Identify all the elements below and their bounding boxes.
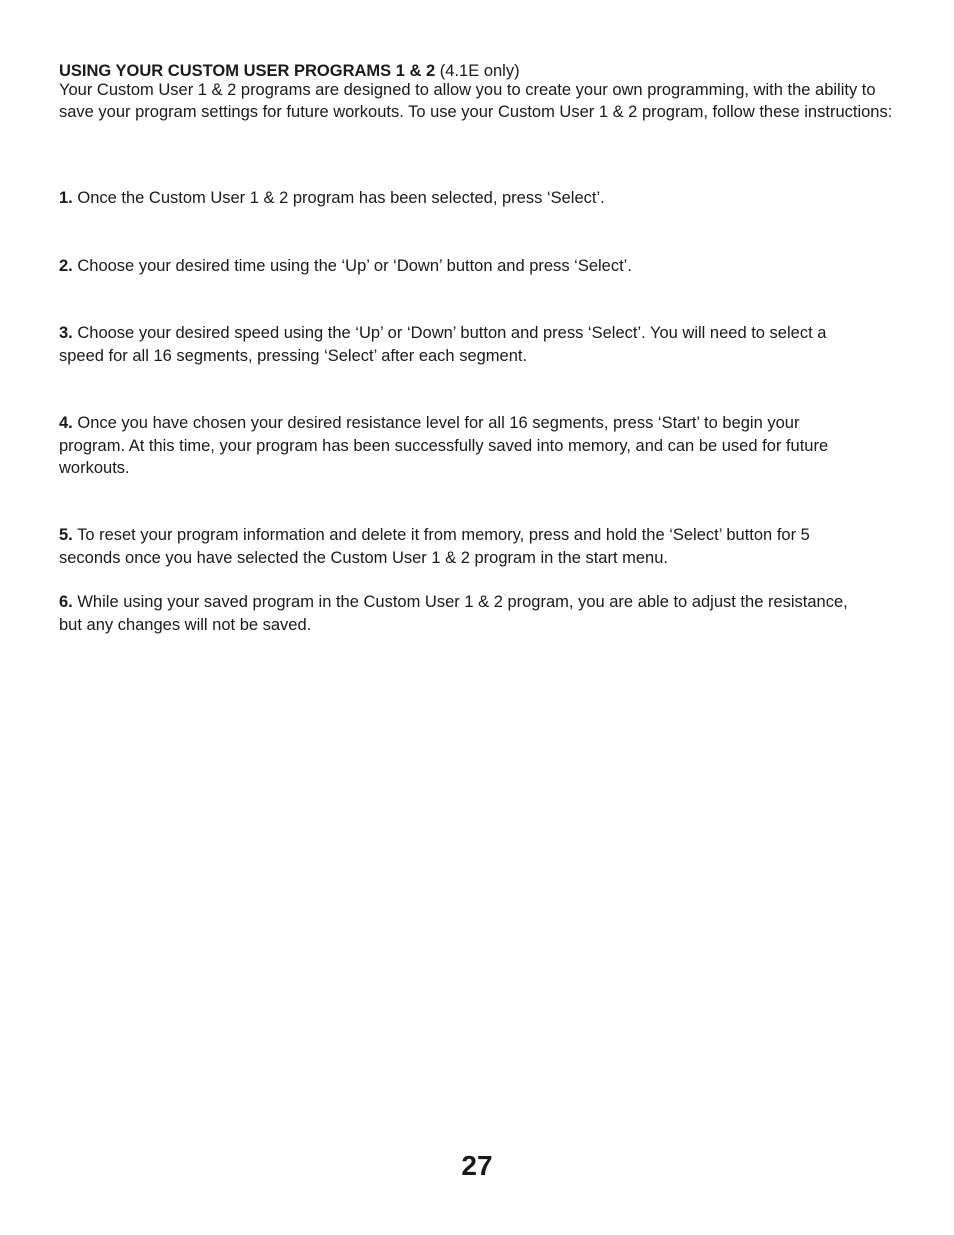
instruction-step-6: [59, 591, 871, 636]
instruction-step-4: [59, 412, 859, 480]
step-number: 4.: [59, 414, 73, 432]
instruction-step-5: [59, 524, 859, 569]
instruction-step-3: [59, 322, 871, 367]
step-text: Once the Custom User 1 & 2 program has been selected, press ‘Select’.: [77, 189, 605, 207]
step-text: Choose your desired time using the ‘Up’ or ‘Down’ button and press ‘Select’.: [77, 257, 632, 275]
step-number: 5.: [59, 526, 73, 544]
step-number: 2.: [59, 257, 73, 275]
step-text: Once you have chosen your desired resistance level for all 16 segments, press ‘Start’ to begin your program. At this time, your program has been successfully saved into memory, and can be used for future workouts.: [59, 414, 829, 477]
section-intro: Your Custom User 1 & 2 programs are designed to allow you to create your own programming, with the ability to save your program settings for future workouts. To use your Custom User 1 & 2 program, follow these instructions:: [59, 80, 893, 121]
step-text: While using your saved program in the Custom User 1 & 2 program, you are able to adjust the resistance, but any changes will not be saved.: [59, 593, 848, 634]
section-header: [59, 60, 901, 124]
section-title: USING YOUR CUSTOM USER PROGRAMS 1 & 2: [59, 62, 436, 80]
section-title-note: (4.1E only): [439, 62, 520, 80]
step-number: 3.: [59, 324, 73, 342]
page-number: 27: [461, 1150, 493, 1181]
step-text: To reset your program information and delete it from memory, press and hold the ‘Select’ button for 5 seconds once you have selected the Custom User 1 & 2 program in the start menu.: [59, 526, 810, 567]
step-number: 6.: [59, 593, 73, 611]
step-number: 1.: [59, 189, 73, 207]
instruction-step-1: [59, 187, 901, 210]
step-text: Choose your desired speed using the ‘Up’ or ‘Down’ button and press ‘Select’. You will need to select a speed for all 16 segments, pressing ‘Select’ after each segment.: [59, 324, 827, 365]
instruction-step-2: [59, 255, 901, 278]
